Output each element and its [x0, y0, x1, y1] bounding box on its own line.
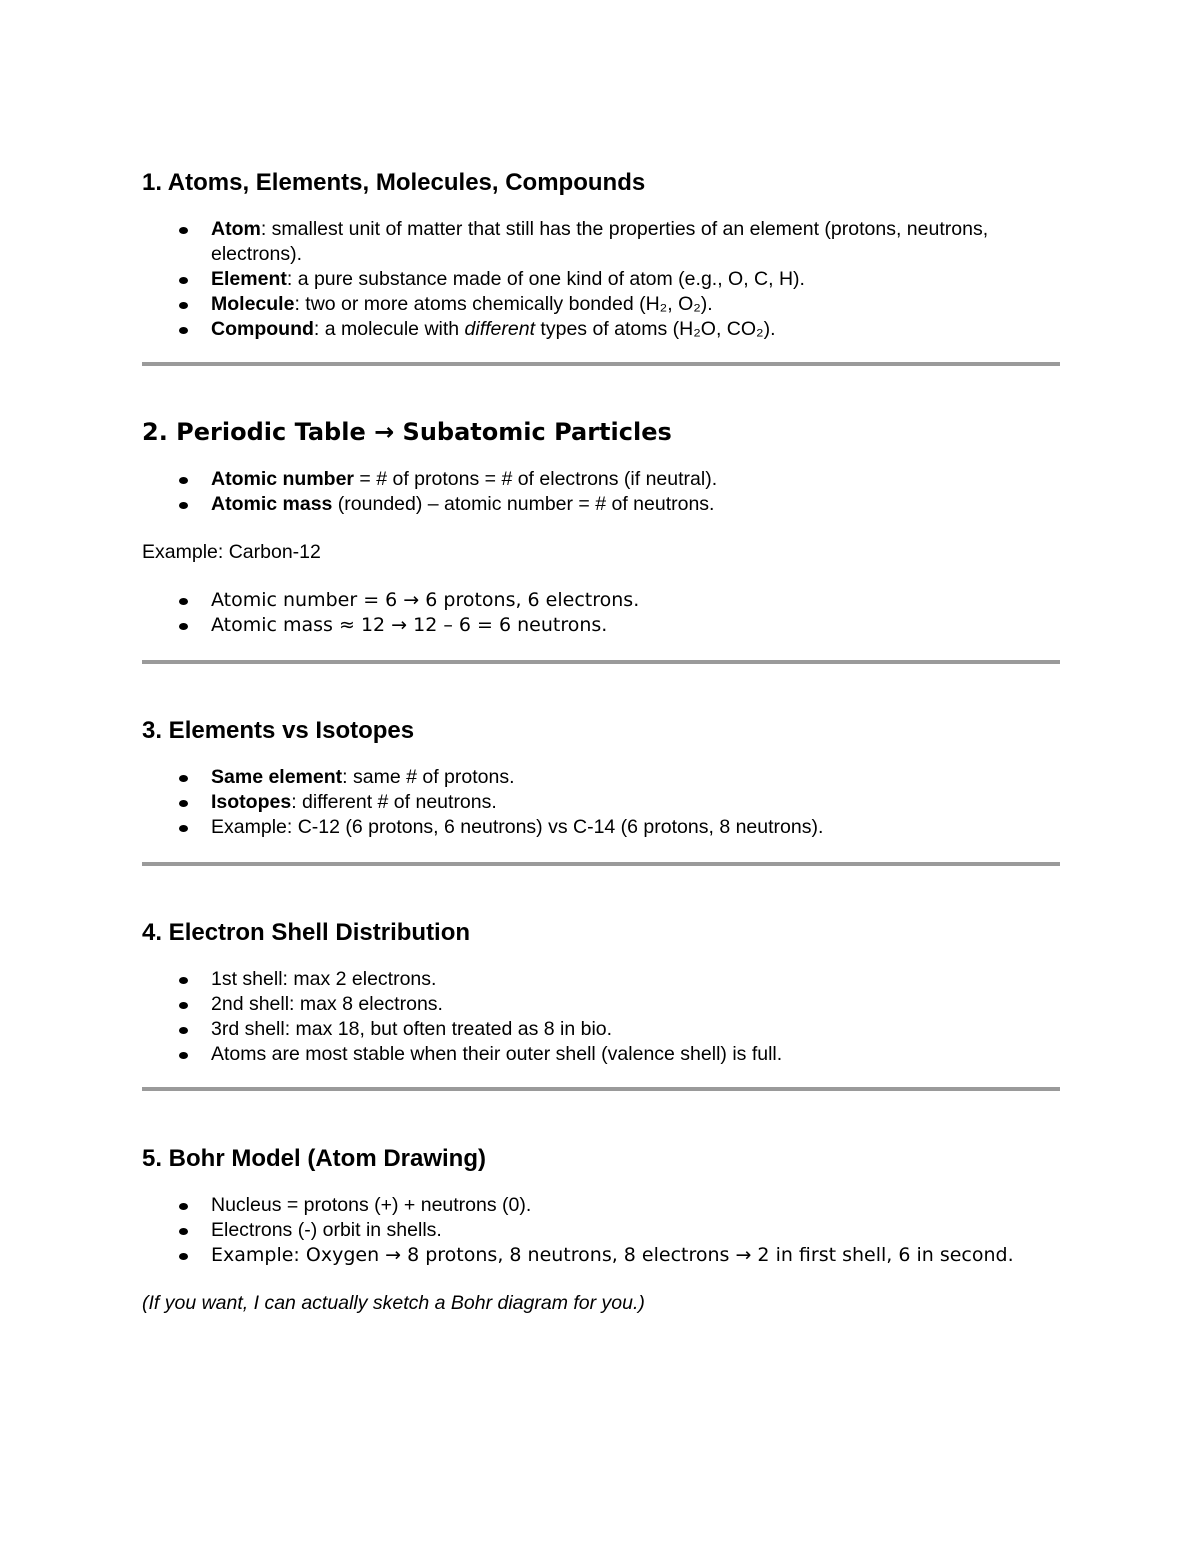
list-item: Electrons (-) orbit in shells.	[142, 1218, 1060, 1243]
list-item: Atomic mass (rounded) – atomic number = # of neutrons.	[142, 492, 1060, 517]
example-label: Example: Carbon-12	[142, 541, 321, 563]
list-item: 3rd shell: max 18, but often treated as 8 in bio.	[142, 1017, 1060, 1042]
list-item: 1st shell: max 2 electrons.	[142, 967, 1060, 992]
list-item: Example: C-12 (6 protons, 6 neutrons) vs C-14 (6 protons, 8 neutrons).	[142, 815, 1060, 840]
term: Element	[211, 268, 287, 290]
section-3-list	[142, 765, 1060, 840]
list-item: Isotopes: different # of neutrons.	[142, 790, 1060, 815]
section-2-example-list	[142, 588, 1060, 638]
section-divider	[142, 862, 1060, 866]
list-item: Atoms are most stable when their outer shell (valence shell) is full.	[142, 1042, 1060, 1067]
section-divider	[142, 660, 1060, 664]
list-item: Nucleus = protons (+) + neutrons (0).	[142, 1193, 1060, 1218]
section-2-list	[142, 467, 1060, 517]
term: Atom	[211, 218, 261, 240]
list-item: Atomic number = 6 → 6 protons, 6 electrons.	[142, 588, 1060, 613]
section-4-heading: 4. Electron Shell Distribution	[142, 919, 471, 946]
emphasis: different	[464, 318, 536, 340]
term: Atomic number	[211, 468, 355, 490]
term: Same element	[211, 766, 343, 788]
section-4-list	[142, 967, 1060, 1067]
section-divider	[142, 1087, 1060, 1091]
section-5-list	[142, 1193, 1060, 1268]
section-1-list	[142, 217, 1060, 342]
section-divider	[142, 362, 1060, 366]
term: Compound	[211, 318, 314, 340]
list-item: Compound: a molecule with different types of atoms (H₂O, CO₂).	[142, 317, 1060, 342]
list-item: Element: a pure substance made of one kind of atom (e.g., O, C, H).	[142, 267, 1060, 292]
list-item: Same element: same # of protons.	[142, 765, 1060, 790]
document-content	[142, 166, 1060, 1316]
section-2-heading: 2. Periodic Table → Subatomic Particles	[142, 418, 672, 446]
term: Atomic mass	[211, 493, 333, 515]
section-5-heading: 5. Bohr Model (Atom Drawing)	[142, 1145, 486, 1172]
list-item: Example: Oxygen → 8 protons, 8 neutrons, 8 electrons → 2 in first shell, 6 in second.	[142, 1243, 1060, 1268]
closing-note: (If you want, I can actually sketch a Bohr diagram for you.)	[142, 1292, 645, 1314]
term: Molecule	[211, 293, 295, 315]
term: Isotopes	[211, 791, 292, 813]
list-item: Atom: smallest unit of matter that still has the properties of an element (protons, neutrons, electrons).	[142, 217, 1060, 267]
section-3-heading: 3. Elements vs Isotopes	[142, 717, 415, 744]
list-item: Molecule: two or more atoms chemically bonded (H₂, O₂).	[142, 292, 1060, 317]
list-item: Atomic number = # of protons = # of electrons (if neutral).	[142, 467, 1060, 492]
list-item: 2nd shell: max 8 electrons.	[142, 992, 1060, 1017]
list-item: Atomic mass ≈ 12 → 12 – 6 = 6 neutrons.	[142, 613, 1060, 638]
section-1-heading: 1. Atoms, Elements, Molecules, Compounds	[142, 169, 646, 196]
